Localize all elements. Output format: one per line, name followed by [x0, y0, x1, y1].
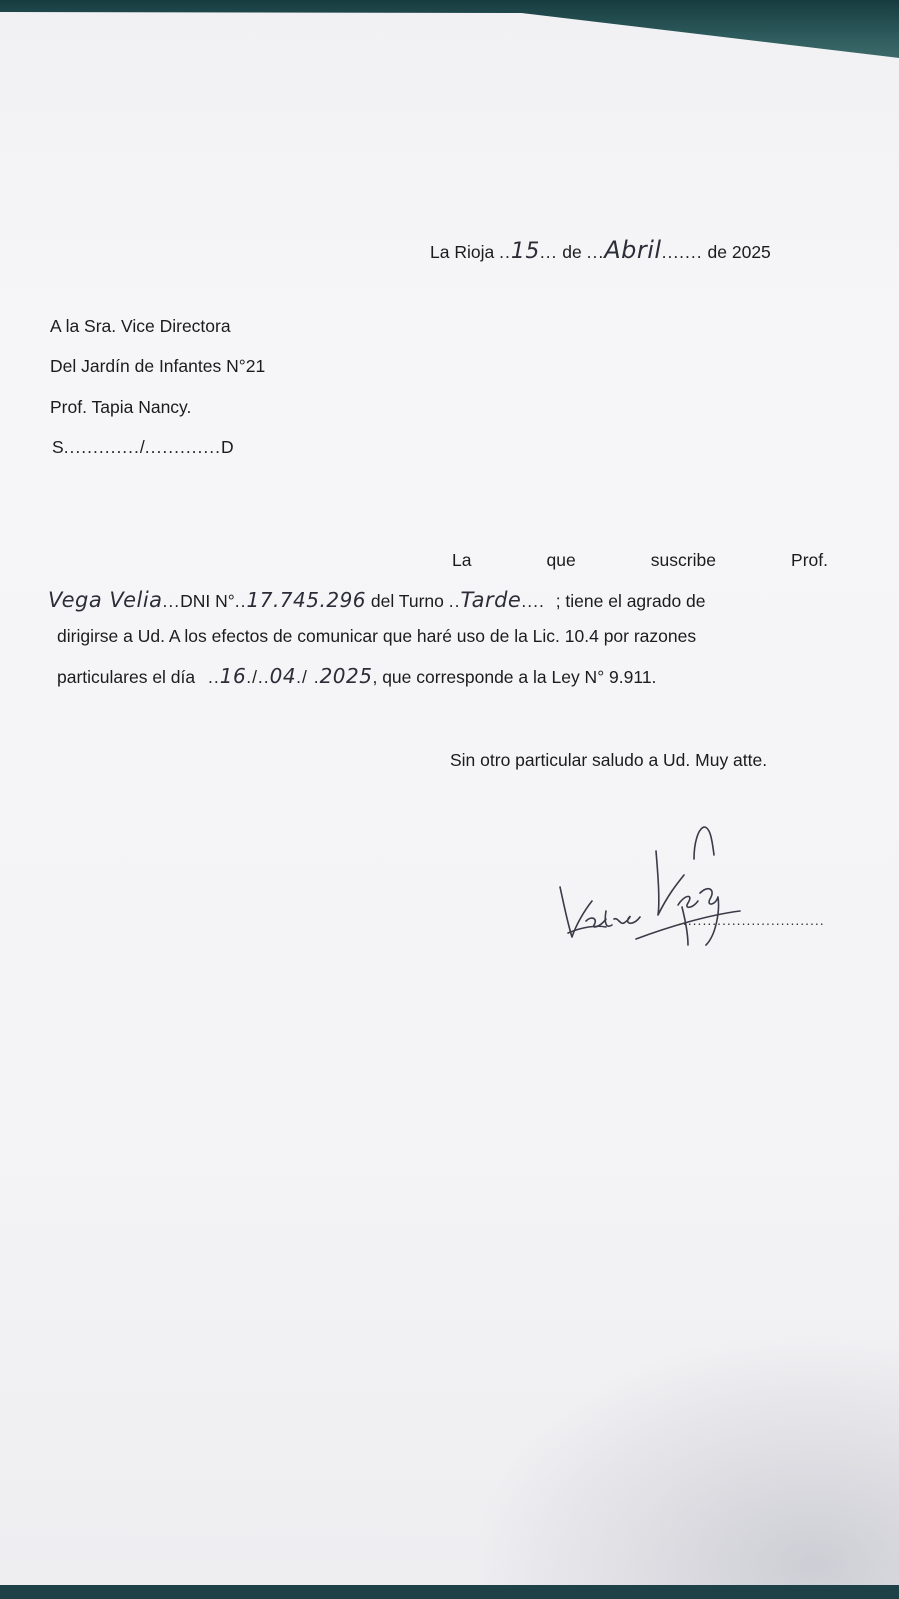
recipient-line-1: A la Sra. Vice Directora — [50, 316, 231, 336]
background-bottom — [0, 1585, 899, 1599]
body-word-la: La — [452, 550, 472, 570]
recipient-line-2: Del Jardín de Infantes N°21 — [50, 356, 266, 376]
body-line-3: dirigirse a Ud. A los efectos de comunicar que haré uso de la Lic. 10.4 por razones — [57, 626, 697, 646]
handwritten-date-year: 2025 — [319, 664, 373, 688]
body-line-4-suffix: , que corresponde a la Ley N° 9.911. — [372, 667, 657, 687]
date-sep-1: de — [562, 242, 582, 262]
year: 2025 — [731, 242, 771, 262]
body-word-prof: Prof. — [791, 550, 828, 570]
shadow — [470, 1330, 899, 1590]
body-word-que: que — [546, 550, 576, 570]
signature — [548, 815, 825, 965]
body-word-suscribe: suscribe — [650, 550, 716, 570]
body-line-2: Vega Velia...DNI N°..17.745.296 del Turno ..Tarde.... ; tiene el agrado de — [48, 588, 706, 612]
salutation-slash: / — [139, 437, 145, 457]
date-sep-2: de — [707, 242, 727, 262]
handwritten-dni: 17.745.296 — [246, 588, 367, 612]
salutation-sd: S............./.............D — [52, 437, 234, 457]
salutation-d: D — [221, 437, 234, 457]
date-line: La Rioja ..15... de ...Abril....... de 2025 — [430, 236, 771, 264]
handwritten-day: 15 — [510, 239, 540, 264]
handwritten-date-day: 16 — [219, 664, 247, 688]
body-line-4: particulares el día ..16./..04./ .2025, que corresponde a la Ley N° 9.911. — [57, 664, 657, 688]
handwritten-date-month: 04 — [269, 664, 297, 688]
turno-label: del Turno — [370, 591, 444, 611]
closing: Sin otro particular saludo a Ud. Muy atte. — [450, 750, 768, 770]
body-line-2-rest: ; tiene el agrado de — [555, 591, 706, 611]
body-line-1 — [452, 550, 828, 571]
salutation-s: S — [52, 437, 64, 457]
recipient-line-3: Prof. Tapia Nancy. — [50, 397, 192, 417]
dni-label: DNI N° — [180, 591, 235, 611]
svg-text:..............................: .............................. — [678, 912, 825, 928]
place: La Rioja — [430, 242, 495, 262]
handwritten-name: Vega Velia — [48, 588, 163, 612]
handwritten-month: Abril — [604, 236, 662, 264]
body-line-4-prefix: particulares el día — [57, 667, 196, 687]
handwritten-turno: Tarde — [460, 588, 522, 612]
